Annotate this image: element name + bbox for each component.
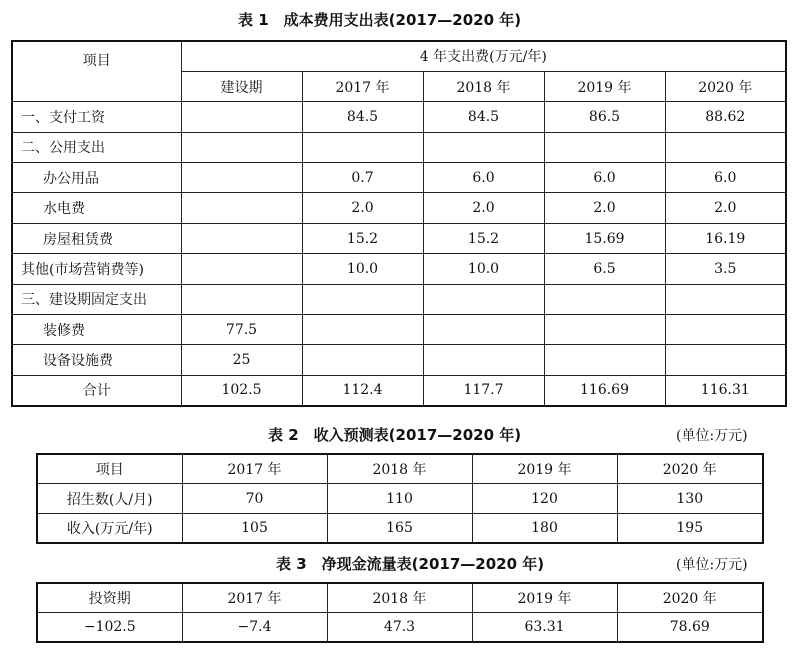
- table1-cell: 10.0: [423, 254, 544, 284]
- table1-cell: [181, 163, 302, 193]
- table2-row: [37, 484, 763, 514]
- table1-cell: [302, 315, 423, 345]
- table2-header: 2020 年: [617, 454, 763, 484]
- table3-caption: 表 3 净现金流量表(2017—2020 年): [276, 555, 545, 573]
- table1-cell: [665, 284, 786, 314]
- table1-cell: [181, 254, 302, 284]
- table2-row: [37, 513, 763, 543]
- table1-cell: 25: [181, 345, 302, 375]
- table1-row: [12, 223, 786, 253]
- table1-row: [12, 254, 786, 284]
- income-forecast-table: [36, 453, 764, 544]
- table3-header-row: [37, 583, 763, 613]
- table1-cell: 86.5: [544, 102, 665, 132]
- table1-cell: [181, 102, 302, 132]
- table3-header: 2017 年: [182, 583, 327, 613]
- table1-row-label: 二、公用支出: [12, 132, 181, 162]
- table1-subheader: 2019 年: [544, 71, 665, 101]
- table1-cell: [544, 315, 665, 345]
- table1-cell: 6.0: [423, 163, 544, 193]
- table1-row: [12, 193, 786, 223]
- table3-header: 2019 年: [472, 583, 617, 613]
- table2-header: 2019 年: [472, 454, 617, 484]
- table2-cell: 105: [182, 513, 327, 543]
- table1-cell: 88.62: [665, 102, 786, 132]
- table1-cell: 112.4: [302, 375, 423, 405]
- table1-cell: 15.2: [302, 223, 423, 253]
- table1-cell: 2.0: [665, 193, 786, 223]
- table3-value: 78.69: [617, 613, 763, 643]
- table1-row: [12, 345, 786, 375]
- table1-row: [12, 375, 786, 405]
- table1-cell: [181, 284, 302, 314]
- table1-caption: 表 1 成本费用支出表(2017—2020 年): [238, 11, 522, 29]
- table1-cell: 6.0: [665, 163, 786, 193]
- table1-cell: 15.2: [423, 223, 544, 253]
- table1-cell: 10.0: [302, 254, 423, 284]
- net-cash-flow-table: [36, 582, 764, 643]
- table3-value-row: [37, 613, 763, 643]
- table3-unit: (单位:万元): [676, 557, 748, 573]
- table2-row-label: 收入(万元/年): [37, 513, 182, 543]
- table1-cell: 2.0: [302, 193, 423, 223]
- table2-header: 项目: [37, 454, 182, 484]
- table1-cell: [181, 223, 302, 253]
- table1-cell: 16.19: [665, 223, 786, 253]
- table1-header-row: [12, 41, 786, 71]
- table1-cell: [181, 132, 302, 162]
- table1-row-label: 一、支付工资: [12, 102, 181, 132]
- table1-cell: [665, 315, 786, 345]
- table1-cell: [665, 132, 786, 162]
- table1-cell: [544, 284, 665, 314]
- table2-cell: 195: [617, 513, 763, 543]
- table1-cell: 2.0: [423, 193, 544, 223]
- table3-value: 47.3: [327, 613, 472, 643]
- table2-cell: 110: [327, 484, 472, 514]
- table1-row: [12, 163, 786, 193]
- table3-header: 2018 年: [327, 583, 472, 613]
- table1-cell: [544, 132, 665, 162]
- table1-subheader: 2020 年: [665, 71, 786, 101]
- table2-cell: 70: [182, 484, 327, 514]
- table1-cell: [423, 345, 544, 375]
- table1-row: [12, 132, 786, 162]
- table1-row-label: 装修费: [12, 315, 181, 345]
- table3-header: 投资期: [37, 583, 182, 613]
- table1-cell: 15.69: [544, 223, 665, 253]
- table1-cell: [544, 345, 665, 375]
- table2-cell: 130: [617, 484, 763, 514]
- table3-header: 2020 年: [617, 583, 763, 613]
- table1-header-item: 项目: [12, 41, 181, 102]
- table1-row-label: 水电费: [12, 193, 181, 223]
- table1-cell: 0.7: [302, 163, 423, 193]
- table1-row: [12, 284, 786, 314]
- table2-cell: 120: [472, 484, 617, 514]
- table1-header-group: 4 年支出费(万元/年): [181, 41, 786, 71]
- table1-cell: [423, 132, 544, 162]
- table1-cell: [423, 284, 544, 314]
- table1-cell: 3.5: [665, 254, 786, 284]
- table1-cell: [181, 193, 302, 223]
- table1-cell: [665, 345, 786, 375]
- table1-subheader: 2017 年: [302, 71, 423, 101]
- table2-cell: 165: [327, 513, 472, 543]
- table2-row-label: 招生数(人/月): [37, 484, 182, 514]
- table3-value: −102.5: [37, 613, 182, 643]
- table1-cell: 117.7: [423, 375, 544, 405]
- table2-cell: 180: [472, 513, 617, 543]
- table1-cell: 77.5: [181, 315, 302, 345]
- table1-cell: 2.0: [544, 193, 665, 223]
- table1-cell: 102.5: [181, 375, 302, 405]
- table1-cell: [423, 315, 544, 345]
- table2-header: 2017 年: [182, 454, 327, 484]
- table3-value: −7.4: [182, 613, 327, 643]
- table1-row-label: 设备设施费: [12, 345, 181, 375]
- table1-cell: 6.5: [544, 254, 665, 284]
- table1-row-label: 其他(市场营销费等): [12, 254, 181, 284]
- table1-cell: 116.69: [544, 375, 665, 405]
- table1-subheader: 建设期: [181, 71, 302, 101]
- table2-header: 2018 年: [327, 454, 472, 484]
- table3-value: 63.31: [472, 613, 617, 643]
- table1-row-label: 办公用品: [12, 163, 181, 193]
- table2-header-row: [37, 454, 763, 484]
- table1-row-label: 房屋租赁费: [12, 223, 181, 253]
- table1-cell: 84.5: [423, 102, 544, 132]
- table1-row-label: 合计: [12, 375, 181, 405]
- cost-expense-table: [11, 40, 787, 407]
- table1-cell: [302, 345, 423, 375]
- table1-subheader: 2018 年: [423, 71, 544, 101]
- table1-row: [12, 102, 786, 132]
- table1-row: [12, 315, 786, 345]
- table1-cell: 116.31: [665, 375, 786, 405]
- table1-cell: 6.0: [544, 163, 665, 193]
- table1-cell: [302, 132, 423, 162]
- table1-row-label: 三、建设期固定支出: [12, 284, 181, 314]
- table2-caption: 表 2 收入预测表(2017—2020 年): [268, 426, 522, 444]
- table1-cell: 84.5: [302, 102, 423, 132]
- table1-cell: [302, 284, 423, 314]
- table2-unit: (单位:万元): [676, 428, 748, 444]
